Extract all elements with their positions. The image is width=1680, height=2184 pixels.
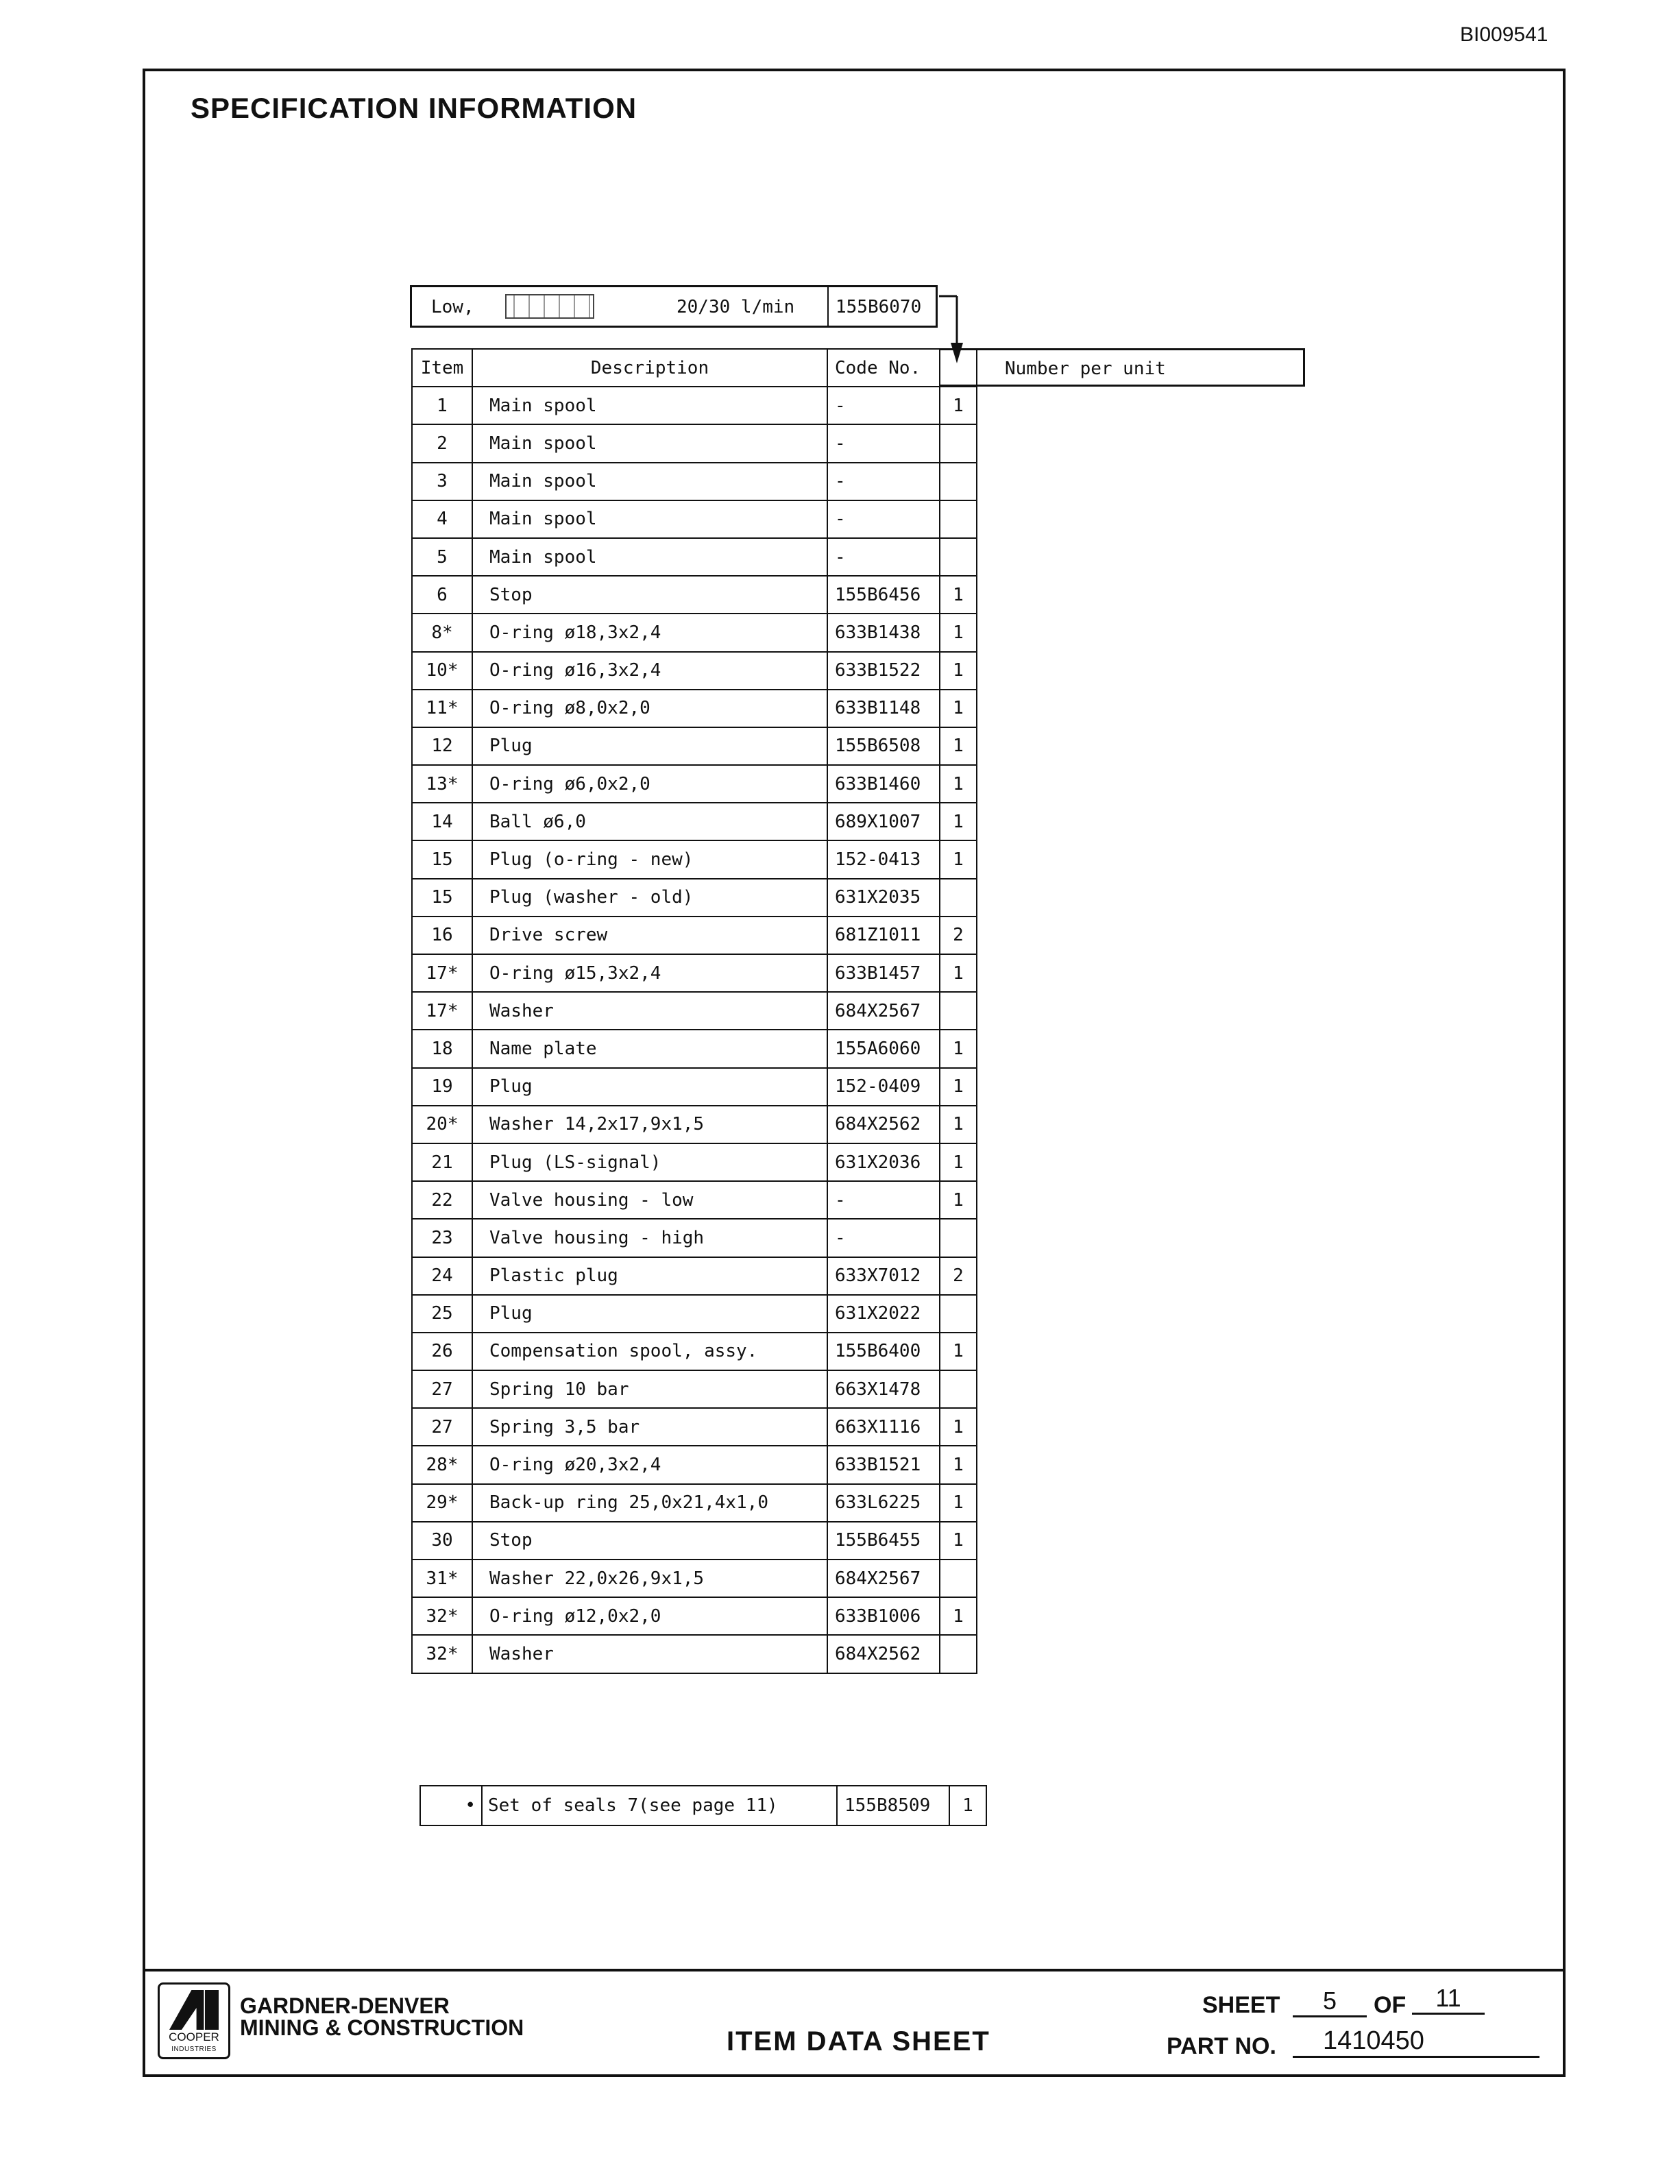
table-row bbox=[412, 576, 977, 614]
item-cell: 32* bbox=[412, 1597, 472, 1635]
table-row bbox=[412, 803, 977, 840]
item-cell: 19 bbox=[412, 1068, 472, 1106]
qty-cell: 1 bbox=[940, 652, 977, 690]
description-cell: Plug (o-ring - new) bbox=[472, 840, 827, 878]
description-cell: Plug (washer - old) bbox=[472, 879, 827, 917]
table-row bbox=[412, 1219, 977, 1257]
table-row bbox=[412, 1560, 977, 1597]
description-cell: Washer 14,2x17,9x1,5 bbox=[472, 1106, 827, 1143]
item-cell: 5 bbox=[412, 538, 472, 576]
table-row bbox=[412, 992, 977, 1030]
qty-cell bbox=[940, 1635, 977, 1673]
table-row bbox=[412, 1484, 977, 1522]
description-cell: O-ring ø16,3x2,4 bbox=[472, 652, 827, 690]
code-cell: 155B6400 bbox=[827, 1333, 940, 1370]
code-cell: 684X2567 bbox=[827, 992, 940, 1030]
qty-cell: 1 bbox=[940, 1522, 977, 1560]
item-cell: 21 bbox=[412, 1143, 472, 1181]
qty-cell bbox=[940, 500, 977, 538]
number-per-unit-label: Number per unit bbox=[1005, 359, 1166, 379]
qty-cell: 1 bbox=[940, 727, 977, 765]
item-cell: 24 bbox=[412, 1257, 472, 1295]
company-line-2: MINING & CONSTRUCTION bbox=[240, 2015, 524, 2040]
qty-cell: 1 bbox=[940, 614, 977, 651]
qty-cell: 1 bbox=[940, 1333, 977, 1370]
code-cell: - bbox=[827, 500, 940, 538]
item-cell: 27 bbox=[412, 1370, 472, 1408]
item-cell: 15 bbox=[412, 840, 472, 878]
qty-cell: 2 bbox=[940, 1257, 977, 1295]
code-cell: - bbox=[827, 424, 940, 462]
qty-cell: 1 bbox=[940, 1030, 977, 1067]
code-cell: - bbox=[827, 463, 940, 500]
description-cell: Stop bbox=[472, 576, 827, 614]
qty-cell: 1 bbox=[940, 690, 977, 727]
qty-cell bbox=[940, 879, 977, 917]
table-row bbox=[412, 1635, 977, 1673]
page-title: SPECIFICATION INFORMATION bbox=[191, 92, 637, 124]
item-cell: 1 bbox=[412, 387, 472, 424]
code-cell: 155A6060 bbox=[827, 1030, 940, 1067]
description-cell: Plastic plug bbox=[472, 1257, 827, 1295]
item-cell: 6 bbox=[412, 576, 472, 614]
table-row bbox=[412, 652, 977, 690]
qty-cell: 1 bbox=[940, 1597, 977, 1635]
description-cell: Washer bbox=[472, 992, 827, 1030]
description-cell: Main spool bbox=[472, 463, 827, 500]
description-cell: Plug bbox=[472, 1068, 827, 1106]
table-row bbox=[412, 1408, 977, 1446]
qty-cell bbox=[940, 424, 977, 462]
item-cell: 11* bbox=[412, 690, 472, 727]
qty-cell bbox=[940, 463, 977, 500]
item-cell: 16 bbox=[412, 917, 472, 954]
item-cell: 17* bbox=[412, 954, 472, 992]
description-cell: Spring 3,5 bar bbox=[472, 1408, 827, 1446]
qty-cell: 1 bbox=[940, 1068, 977, 1106]
table-row bbox=[412, 1257, 977, 1295]
item-cell: 30 bbox=[412, 1522, 472, 1560]
code-cell: 684X2562 bbox=[827, 1635, 940, 1673]
qty-cell: 1 bbox=[940, 576, 977, 614]
company-name bbox=[240, 1995, 524, 2039]
seals-row bbox=[420, 1786, 986, 1825]
description-cell: Main spool bbox=[472, 387, 827, 424]
table-row bbox=[412, 1597, 977, 1635]
table-row bbox=[412, 879, 977, 917]
qty-cell bbox=[940, 1560, 977, 1597]
item-cell: 32* bbox=[412, 1635, 472, 1673]
code-cell: 681Z1011 bbox=[827, 917, 940, 954]
code-cell: 633X7012 bbox=[827, 1257, 940, 1295]
code-cell: 663X1116 bbox=[827, 1408, 940, 1446]
sheet-label: SHEET bbox=[1202, 1992, 1280, 2018]
description-cell: O-ring ø18,3x2,4 bbox=[472, 614, 827, 651]
description-cell: Washer 22,0x26,9x1,5 bbox=[472, 1560, 827, 1597]
variant-separator bbox=[827, 287, 829, 326]
table-header-row bbox=[412, 349, 977, 387]
code-cell: 633B1521 bbox=[827, 1446, 940, 1483]
table-row bbox=[412, 614, 977, 651]
table-row bbox=[412, 500, 977, 538]
description-cell: Back-up ring 25,0x21,4x1,0 bbox=[472, 1484, 827, 1522]
code-cell: 633B1522 bbox=[827, 652, 940, 690]
seals-item: • bbox=[420, 1786, 482, 1825]
code-cell: 155B6455 bbox=[827, 1522, 940, 1560]
description-cell: Name plate bbox=[472, 1030, 827, 1067]
code-cell: 663X1478 bbox=[827, 1370, 940, 1408]
seals-qty: 1 bbox=[949, 1786, 986, 1825]
item-cell: 12 bbox=[412, 727, 472, 765]
company-logo bbox=[158, 1982, 230, 2059]
item-cell: 27 bbox=[412, 1408, 472, 1446]
item-cell: 29* bbox=[412, 1484, 472, 1522]
part-number-label: PART NO. bbox=[1167, 2033, 1276, 2059]
logo-text bbox=[160, 2031, 228, 2056]
header-description: Description bbox=[472, 349, 827, 387]
code-cell: 631X2036 bbox=[827, 1143, 940, 1181]
description-cell: Washer bbox=[472, 1635, 827, 1673]
table-row bbox=[412, 1068, 977, 1106]
table-row bbox=[412, 538, 977, 576]
total-sheets: 11 bbox=[1412, 1984, 1485, 2015]
sheet-number: 5 bbox=[1293, 1987, 1367, 2017]
table-row bbox=[412, 1143, 977, 1181]
description-cell: Compensation spool, assy. bbox=[472, 1333, 827, 1370]
header-code: Code No. bbox=[827, 349, 940, 387]
item-cell: 26 bbox=[412, 1333, 472, 1370]
seals-table bbox=[419, 1785, 987, 1826]
description-cell: Valve housing - high bbox=[472, 1219, 827, 1257]
table-row bbox=[412, 917, 977, 954]
code-cell: 633L6225 bbox=[827, 1484, 940, 1522]
logo-subname: INDUSTRIES bbox=[171, 2046, 217, 2053]
code-cell: 684X2562 bbox=[827, 1106, 940, 1143]
code-cell: 152-0409 bbox=[827, 1068, 940, 1106]
item-cell: 23 bbox=[412, 1219, 472, 1257]
code-cell: 633B1457 bbox=[827, 954, 940, 992]
table-row bbox=[412, 1522, 977, 1560]
part-number: 1410450 bbox=[1293, 2026, 1539, 2058]
code-cell: 152-0413 bbox=[827, 840, 940, 878]
description-cell: Stop bbox=[472, 1522, 827, 1560]
table-row bbox=[412, 463, 977, 500]
table-row bbox=[412, 1295, 977, 1333]
description-cell: Plug bbox=[472, 727, 827, 765]
qty-cell: 1 bbox=[940, 1143, 977, 1181]
variant-flow: 20/30 l/min bbox=[677, 297, 795, 317]
table-row bbox=[412, 1370, 977, 1408]
qty-cell bbox=[940, 1219, 977, 1257]
header-item: Item bbox=[412, 349, 472, 387]
qty-cell: 1 bbox=[940, 1181, 977, 1219]
header-qty bbox=[940, 349, 977, 387]
description-cell: Main spool bbox=[472, 538, 827, 576]
table-row bbox=[412, 1446, 977, 1483]
company-line-1: GARDNER-DENVER bbox=[240, 1993, 450, 2018]
code-cell: 631X2022 bbox=[827, 1295, 940, 1333]
code-cell: 631X2035 bbox=[827, 879, 940, 917]
stamp-icon bbox=[505, 294, 594, 319]
variant-code: 155B6070 bbox=[836, 297, 922, 317]
qty-cell: 1 bbox=[940, 1408, 977, 1446]
of-label: OF bbox=[1374, 1992, 1407, 2018]
description-cell: Plug bbox=[472, 1295, 827, 1333]
table-row bbox=[412, 1333, 977, 1370]
code-cell: 155B6456 bbox=[827, 576, 940, 614]
description-cell: O-ring ø6,0x2,0 bbox=[472, 765, 827, 803]
table-row bbox=[412, 690, 977, 727]
seals-code: 155B8509 bbox=[837, 1786, 949, 1825]
description-cell: O-ring ø12,0x2,0 bbox=[472, 1597, 827, 1635]
item-cell: 14 bbox=[412, 803, 472, 840]
item-cell: 2 bbox=[412, 424, 472, 462]
item-cell: 10* bbox=[412, 652, 472, 690]
qty-cell bbox=[940, 1370, 977, 1408]
code-cell: 633B1438 bbox=[827, 614, 940, 651]
item-cell: 13* bbox=[412, 765, 472, 803]
sheet-title: ITEM DATA SHEET bbox=[727, 2026, 990, 2056]
code-cell: - bbox=[827, 1181, 940, 1219]
description-cell: Plug (LS-signal) bbox=[472, 1143, 827, 1181]
item-cell: 18 bbox=[412, 1030, 472, 1067]
item-cell: 4 bbox=[412, 500, 472, 538]
item-cell: 22 bbox=[412, 1181, 472, 1219]
code-cell: - bbox=[827, 538, 940, 576]
item-cell: 17* bbox=[412, 992, 472, 1030]
qty-cell bbox=[940, 1295, 977, 1333]
code-cell: 633B1460 bbox=[827, 765, 940, 803]
parts-table bbox=[411, 348, 977, 1674]
qty-cell: 1 bbox=[940, 954, 977, 992]
item-cell: 28* bbox=[412, 1446, 472, 1483]
qty-cell: 1 bbox=[940, 1446, 977, 1483]
qty-cell: 1 bbox=[940, 840, 977, 878]
item-cell: 3 bbox=[412, 463, 472, 500]
table-row bbox=[412, 840, 977, 878]
document-id: BI009541 bbox=[1460, 23, 1548, 46]
description-cell: Drive screw bbox=[472, 917, 827, 954]
code-cell: 684X2567 bbox=[827, 1560, 940, 1597]
code-cell: 155B6508 bbox=[827, 727, 940, 765]
table-row bbox=[412, 1181, 977, 1219]
description-cell: O-ring ø8,0x2,0 bbox=[472, 690, 827, 727]
qty-cell bbox=[940, 992, 977, 1030]
description-cell: Spring 10 bar bbox=[472, 1370, 827, 1408]
logo-name: COOPER bbox=[169, 2030, 219, 2043]
logo-mark-bar-icon bbox=[205, 1990, 219, 2030]
code-cell: 633B1006 bbox=[827, 1597, 940, 1635]
qty-cell: 1 bbox=[940, 1484, 977, 1522]
description-cell: Main spool bbox=[472, 500, 827, 538]
number-per-unit-header bbox=[939, 348, 1305, 387]
description-cell: Ball ø6,0 bbox=[472, 803, 827, 840]
table-row bbox=[412, 1106, 977, 1143]
table-row bbox=[412, 954, 977, 992]
seals-description: Set of seals 7(see page 11) bbox=[482, 1786, 837, 1825]
variant-box bbox=[410, 285, 938, 328]
code-cell: 633B1148 bbox=[827, 690, 940, 727]
table-row bbox=[412, 387, 977, 424]
variant-label: Low, bbox=[431, 297, 474, 317]
table-row bbox=[412, 727, 977, 765]
item-cell: 25 bbox=[412, 1295, 472, 1333]
item-cell: 31* bbox=[412, 1560, 472, 1597]
qty-cell: 1 bbox=[940, 803, 977, 840]
qty-cell: 1 bbox=[940, 765, 977, 803]
table-row bbox=[412, 765, 977, 803]
table-row bbox=[412, 424, 977, 462]
qty-cell: 1 bbox=[940, 1106, 977, 1143]
description-cell: O-ring ø20,3x2,4 bbox=[472, 1446, 827, 1483]
code-cell: 689X1007 bbox=[827, 803, 940, 840]
qty-cell: 2 bbox=[940, 917, 977, 954]
description-cell: Main spool bbox=[472, 424, 827, 462]
description-cell: Valve housing - low bbox=[472, 1181, 827, 1219]
table-row bbox=[412, 1030, 977, 1067]
parts-table-body bbox=[412, 387, 977, 1673]
qty-cell: 1 bbox=[940, 387, 977, 424]
item-cell: 20* bbox=[412, 1106, 472, 1143]
qty-cell bbox=[940, 538, 977, 576]
item-cell: 15 bbox=[412, 879, 472, 917]
description-cell: O-ring ø15,3x2,4 bbox=[472, 954, 827, 992]
footer-divider bbox=[143, 1969, 1566, 1971]
item-cell: 8* bbox=[412, 614, 472, 651]
code-cell: - bbox=[827, 387, 940, 424]
code-cell: - bbox=[827, 1219, 940, 1257]
